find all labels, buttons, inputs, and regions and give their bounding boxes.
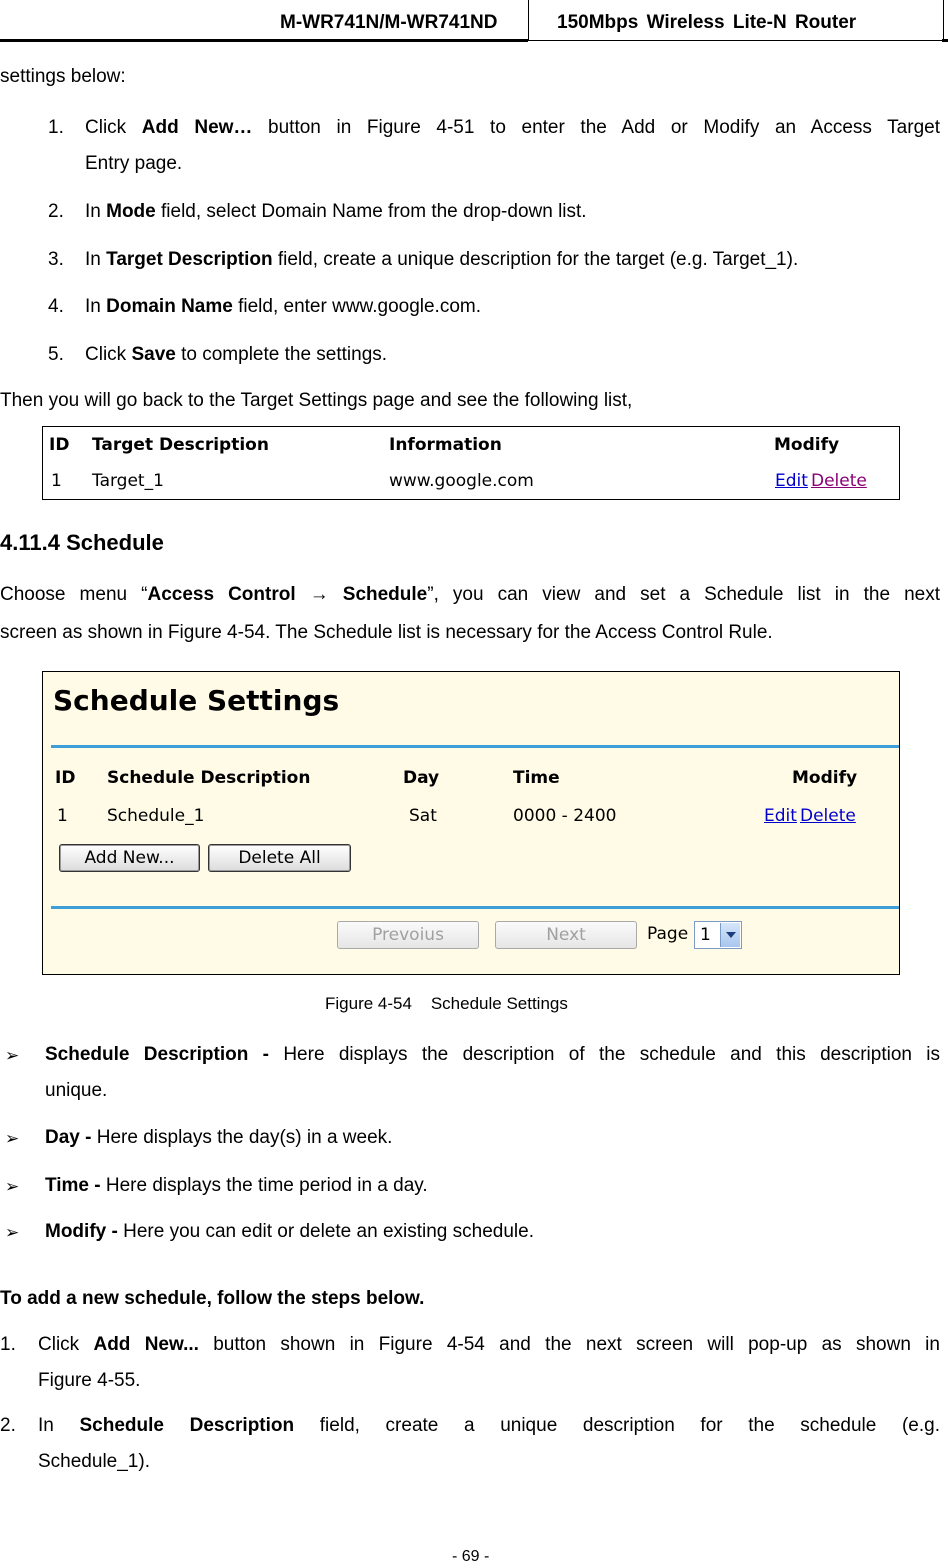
col-header-modify: Modify [792,768,858,788]
arrow-bullet-icon: ➢ [5,1046,20,1065]
then-line: Then you will go back to the Target Settings page and see the following list, [0,390,633,411]
chevron-down-icon[interactable] [720,923,740,947]
step-number: 4. [48,296,64,317]
page-select[interactable] [694,921,742,949]
schedule-title: Schedule Settings [53,684,340,717]
bullet-text: Time - Here displays the time period in a day. [45,1175,428,1196]
cell-description: Schedule_1 [107,806,205,826]
next-button[interactable]: Next [495,921,637,949]
header-rule [0,39,528,42]
step-text: In Schedule Description field, create a unique description for the schedule (e.g. [38,1415,941,1436]
schedule-settings-screenshot [42,671,900,975]
intro-line: settings below: [0,66,126,87]
step-text-cont: Entry page. [85,153,183,174]
step-text-cont: Schedule_1). [38,1451,150,1472]
step-number: 3. [48,249,64,270]
step-text: In Domain Name field, enter www.google.com. [85,296,482,317]
col-header-information: Information [389,435,502,455]
step-text: In Mode field, select Domain Name from the drop-down list. [85,201,587,222]
bullet-text-cont: unique. [45,1080,108,1101]
bullet-text: Schedule Description - Here displays the description of the schedule and this description is [45,1044,941,1065]
arrow-bullet-icon: ➢ [5,1177,20,1196]
step-number: 2. [0,1415,16,1436]
page-number: - 69 - [452,1548,490,1565]
add-new-button[interactable]: Add New... [59,844,200,872]
step-number: 2. [48,201,64,222]
add-schedule-heading: To add a new schedule, follow the steps below. [0,1288,425,1309]
col-header-modify: Modify [774,435,840,455]
arrow-icon: → [309,584,329,605]
col-header-description: Target Description [92,435,269,455]
step-text-cont: Figure 4-55. [38,1370,141,1391]
target-list-screenshot [42,426,900,500]
bullet-text: Day - Here displays the day(s) in a week. [45,1127,393,1148]
edit-link[interactable]: Edit [775,471,808,491]
header-model: M-WR741N/M-WR741ND [280,12,498,33]
bullet-text: Modify - Here you can edit or delete an existing schedule. [45,1221,534,1242]
step-number: 5. [48,344,64,365]
previous-button[interactable]: Prevoius [337,921,479,949]
header-title: 150Mbps Wireless Lite-N Router [557,12,857,33]
col-header-id: ID [49,435,70,455]
arrow-bullet-icon: ➢ [5,1129,20,1148]
cell-information: www.google.com [389,471,534,491]
step-text: In Target Description field, create a unique description for the target (e.g. Target_1). [85,249,799,270]
col-header-time: Time [513,768,560,788]
step-number: 1. [48,117,64,138]
figure-caption: Figure 4-54 Schedule Settings [325,994,568,1013]
title-divider [51,745,899,748]
cell-id: 1 [57,806,68,826]
page-select-value: 1 [700,925,711,945]
step-text: Click Add New... button shown in Figure 4-54 and the next screen will pop-up as shown in [38,1334,940,1355]
edit-link[interactable]: Edit [764,806,797,826]
col-header-description: Schedule Description [107,768,311,788]
page-label: Page [647,924,689,944]
step-number: 1. [0,1334,16,1355]
bottom-divider [51,906,899,909]
delete-link[interactable]: Delete [811,471,867,491]
delete-link[interactable]: Delete [800,806,856,826]
section-heading: 4.11.4 Schedule [0,530,164,555]
col-header-day: Day [403,768,440,788]
col-header-id: ID [55,768,76,788]
choose-menu-line: Choose menu “Access Control → Schedule”, you can view and set a Schedule list in the next [0,584,940,605]
delete-all-button[interactable]: Delete All [208,844,351,872]
cell-time: 0000 - 2400 [513,806,617,826]
step-text: Click Save to complete the settings. [85,344,388,365]
cell-id: 1 [51,471,62,491]
header-rule-right [942,39,948,42]
choose-menu-line2: screen as shown in Figure 4-54. The Schedule list is necessary for the Access Control Rule. [0,622,773,643]
cell-day: Sat [409,806,437,826]
arrow-bullet-icon: ➢ [5,1223,20,1242]
cell-description: Target_1 [92,471,164,491]
step-text: Click Add New… button in Figure 4-51 to enter the Add or Modify an Access Target [85,117,940,138]
